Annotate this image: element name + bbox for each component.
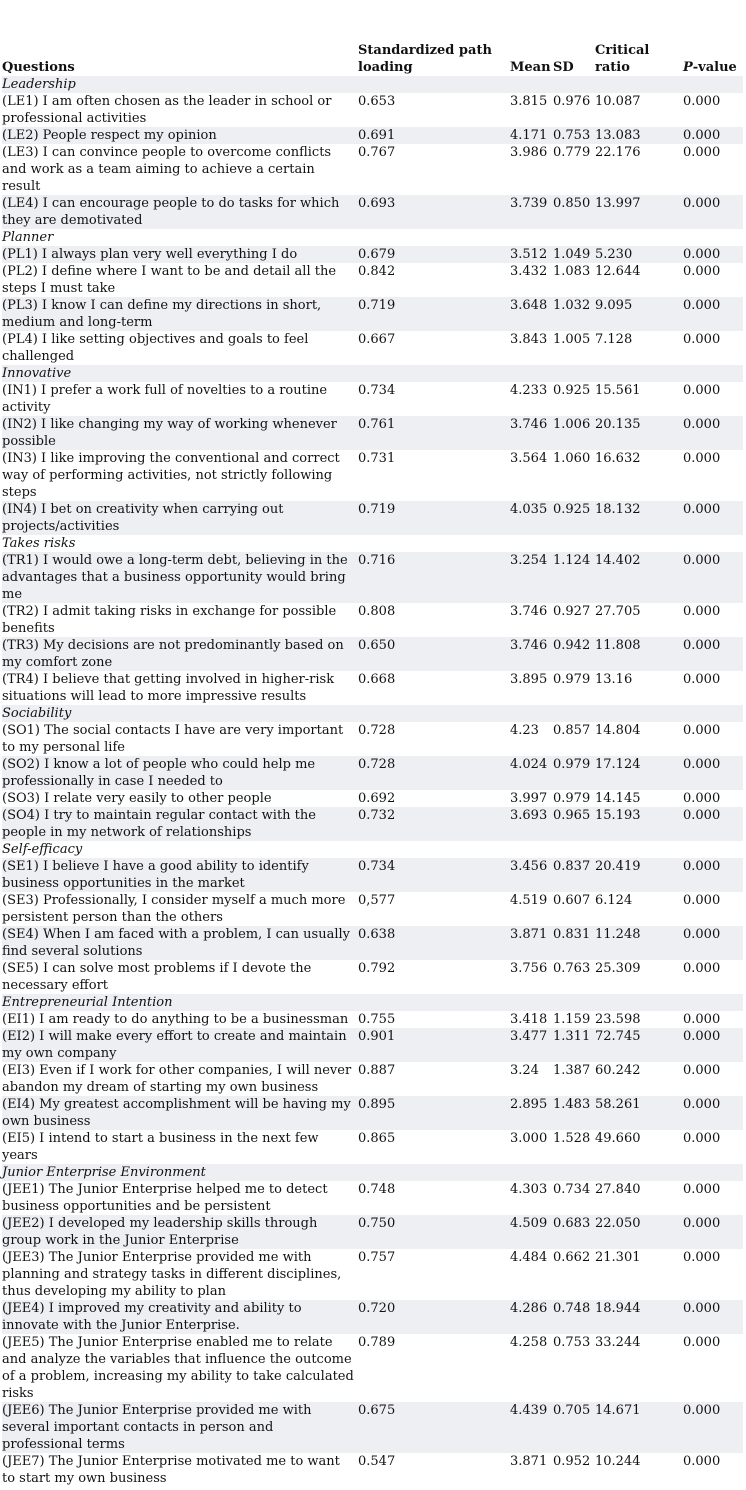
header-p-rest: -value	[692, 60, 737, 75]
loading-cell: 0.691	[358, 128, 396, 143]
mean-cell: 3.986	[510, 145, 548, 160]
question-cell: (JEE4) I improved my creativity and ability to innovate with the Junior Enterprise.	[2, 1301, 302, 1333]
critical-ratio-cell: 6.124	[595, 893, 633, 908]
sd-cell: 0.683	[553, 1216, 591, 1231]
question-cell: (EI2) I will make every effort to create and maintain my own company	[2, 1029, 347, 1061]
loading-cell: 0.716	[358, 553, 396, 568]
p-value-cell: 0.000	[683, 196, 721, 211]
question-cell: (JEE5) The Junior Enterprise enabled me to relate and analyze the variables that influence the outcome of a problem, increasing my ability to take calculated risks	[2, 1335, 354, 1401]
p-value-cell: 0.000	[683, 961, 721, 976]
question-cell: (EI1) I am ready to do anything to be a businessman	[2, 1012, 349, 1027]
table-row	[2, 382, 743, 416]
table-row	[2, 603, 743, 637]
table-row	[2, 127, 743, 144]
loading-cell: 0.732	[358, 808, 396, 823]
table-row	[2, 926, 743, 960]
loading-cell: 0.750	[358, 1216, 396, 1231]
critical-ratio-cell: 5.230	[595, 247, 633, 262]
header-loading: Standardized path loading	[358, 43, 492, 75]
loading-cell: 0.667	[358, 332, 396, 347]
mean-cell: 3.24	[510, 1063, 539, 1078]
question-cell: (IN1) I prefer a work full of novelties to a routine activity	[2, 383, 328, 415]
p-value-cell: 0.000	[683, 927, 721, 942]
section-title: Planner	[2, 230, 54, 245]
question-cell: (JEE6) The Junior Enterprise provided me with several important contacts in person and professional terms	[2, 1403, 312, 1452]
sd-cell: 1.387	[553, 1063, 591, 1078]
loading-cell: 0.638	[358, 927, 396, 942]
sd-cell: 0.837	[553, 859, 591, 874]
question-cell: (SE4) When I am faced with a problem, I can usually find several solutions	[2, 927, 350, 959]
critical-ratio-cell: 7.128	[595, 332, 633, 347]
p-value-cell: 0.000	[683, 1216, 721, 1231]
loading-cell: 0.719	[358, 502, 396, 517]
question-cell: (PL1) I always plan very well everything I do	[2, 247, 298, 262]
question-cell: (SE1) I believe I have a good ability to identify business opportunities in the market	[2, 859, 309, 891]
section-title: Junior Enterprise Environment	[2, 1165, 206, 1180]
critical-ratio-cell: 49.660	[595, 1131, 641, 1146]
p-value-cell: 0.000	[683, 1335, 721, 1350]
table-row	[2, 195, 743, 229]
critical-ratio-cell: 20.135	[595, 417, 641, 432]
mean-cell: 4.23	[510, 723, 539, 738]
question-cell: (TR4) I believe that getting involved in higher-risk situations will lead to more impressive results	[2, 672, 335, 704]
sd-cell: 0.753	[553, 128, 591, 143]
p-value-cell: 0.000	[683, 502, 721, 517]
critical-ratio-cell: 14.804	[595, 723, 641, 738]
critical-ratio-cell: 58.261	[595, 1097, 641, 1112]
mean-cell: 4.171	[510, 128, 548, 143]
sd-cell: 0.965	[553, 808, 591, 823]
critical-ratio-cell: 23.598	[595, 1012, 641, 1027]
mean-cell: 3.746	[510, 604, 548, 619]
mean-cell: 3.739	[510, 196, 548, 211]
question-cell: (JEE3) The Junior Enterprise provided me with planning and strategy tasks in different disciplines, thus developing my ability to plan	[2, 1250, 342, 1299]
critical-ratio-cell: 20.419	[595, 859, 641, 874]
mean-cell: 3.456	[510, 859, 548, 874]
question-cell: (EI4) My greatest accomplishment will be having my own business	[2, 1097, 351, 1129]
question-cell: (EI5) I intend to start a business in the next few years	[2, 1131, 319, 1163]
critical-ratio-cell: 9.095	[595, 298, 633, 313]
sd-cell: 1.311	[553, 1029, 591, 1044]
sd-cell: 1.032	[553, 298, 591, 313]
p-value-cell: 0.000	[683, 94, 721, 109]
mean-cell: 4.233	[510, 383, 548, 398]
sd-cell: 1.528	[553, 1131, 591, 1146]
critical-ratio-cell: 25.309	[595, 961, 641, 976]
section-row	[2, 705, 743, 722]
sd-cell: 0.831	[553, 927, 591, 942]
table-row	[2, 297, 743, 331]
mean-cell: 4.484	[510, 1250, 548, 1265]
critical-ratio-cell: 15.561	[595, 383, 641, 398]
p-value-cell: 0.000	[683, 638, 721, 653]
critical-ratio-cell: 13.16	[595, 672, 633, 687]
table-row	[2, 144, 743, 195]
loading-cell: 0.748	[358, 1182, 396, 1197]
p-value-cell: 0.000	[683, 1182, 721, 1197]
loading-cell: 0.808	[358, 604, 396, 619]
mean-cell: 2.895	[510, 1097, 548, 1112]
sd-cell: 0.952	[553, 1454, 591, 1469]
p-value-cell: 0.000	[683, 1403, 721, 1418]
sd-cell: 0.925	[553, 383, 591, 398]
mean-cell: 3.815	[510, 94, 548, 109]
mean-cell: 4.035	[510, 502, 548, 517]
table-row	[2, 93, 743, 127]
loading-cell: 0.650	[358, 638, 396, 653]
mean-cell: 3.746	[510, 417, 548, 432]
critical-ratio-cell: 60.242	[595, 1063, 641, 1078]
critical-ratio-cell: 14.671	[595, 1403, 641, 1418]
critical-ratio-cell: 10.244	[595, 1454, 641, 1469]
table-row	[2, 1215, 743, 1249]
loading-cell: 0.767	[358, 145, 396, 160]
loading-cell: 0.731	[358, 451, 396, 466]
question-cell: (TR2) I admit taking risks in exchange for possible benefits	[2, 604, 337, 636]
mean-cell: 4.258	[510, 1335, 548, 1350]
table-row	[2, 892, 743, 926]
table-row	[2, 1028, 743, 1062]
mean-cell: 3.648	[510, 298, 548, 313]
critical-ratio-cell: 17.124	[595, 757, 641, 772]
question-cell: (JEE1) The Junior Enterprise helped me to detect business opportunities and be persistent	[2, 1182, 328, 1214]
table-row	[2, 637, 743, 671]
p-value-cell: 0.000	[683, 1454, 721, 1469]
critical-ratio-cell: 18.132	[595, 502, 641, 517]
question-cell: (IN3) I like improving the conventional and correct way of performing activities, not strictly following steps	[2, 451, 340, 500]
sd-cell: 0.763	[553, 961, 591, 976]
critical-ratio-cell: 21.301	[595, 1250, 641, 1265]
question-cell: (SO2) I know a lot of people who could help me professionally in case I needed to	[2, 757, 316, 789]
question-cell: (EI3) Even if I work for other companies, I will never abandon my dream of starting my own business	[2, 1063, 352, 1095]
loading-cell: 0.755	[358, 1012, 396, 1027]
p-value-cell: 0.000	[683, 1012, 721, 1027]
header-mean: Mean	[510, 60, 551, 75]
header-sd: SD	[553, 60, 574, 75]
sd-cell: 0.850	[553, 196, 591, 211]
section-title: Self-efficacy	[2, 842, 83, 857]
sd-cell: 0.942	[553, 638, 591, 653]
p-value-cell: 0.000	[683, 808, 721, 823]
section-title: Leadership	[2, 77, 76, 92]
mean-cell: 3.000	[510, 1131, 548, 1146]
table-row	[2, 246, 743, 263]
critical-ratio-cell: 12.644	[595, 264, 641, 279]
table-row	[2, 1300, 743, 1334]
loading-cell: 0.887	[358, 1063, 396, 1078]
loading-cell: 0.728	[358, 757, 396, 772]
p-value-cell: 0.000	[683, 451, 721, 466]
loading-cell: 0.901	[358, 1029, 396, 1044]
sd-cell: 0.979	[553, 672, 591, 687]
loading-cell: 0.693	[358, 196, 396, 211]
loading-cell: 0.692	[358, 791, 396, 806]
loading-cell: 0.719	[358, 298, 396, 313]
question-cell: (LE1) I am often chosen as the leader in school or professional activities	[2, 94, 332, 126]
critical-ratio-cell: 18.944	[595, 1301, 641, 1316]
p-value-cell: 0.000	[683, 1097, 721, 1112]
question-cell: (PL4) I like setting objectives and goals to feel challenged	[2, 332, 309, 364]
question-cell: (TR3) My decisions are not predominantly based on my comfort zone	[2, 638, 344, 670]
table-row	[2, 722, 743, 756]
table-row	[2, 450, 743, 501]
mean-cell: 3.477	[510, 1029, 548, 1044]
sd-cell: 0.753	[553, 1335, 591, 1350]
section-title: Entrepreneurial Intention	[2, 995, 173, 1010]
table-row	[2, 1453, 743, 1487]
critical-ratio-cell: 11.248	[595, 927, 641, 942]
table-row	[2, 756, 743, 790]
table-row	[2, 790, 743, 807]
table-row	[2, 807, 743, 841]
loading-cell: 0.668	[358, 672, 396, 687]
section-title: Sociability	[2, 706, 72, 721]
section-row	[2, 76, 743, 93]
sd-cell: 0.748	[553, 1301, 591, 1316]
table-row	[2, 1249, 743, 1300]
sd-cell: 0.976	[553, 94, 591, 109]
section-row	[2, 841, 743, 858]
question-cell: (PL2) I define where I want to be and detail all the steps I must take	[2, 264, 337, 296]
p-value-cell: 0.000	[683, 1029, 721, 1044]
sd-cell: 1.060	[553, 451, 591, 466]
mean-cell: 4.024	[510, 757, 548, 772]
p-value-cell: 0.000	[683, 757, 721, 772]
critical-ratio-cell: 33.244	[595, 1335, 641, 1350]
loading-cell: 0.547	[358, 1454, 396, 1469]
mean-cell: 3.693	[510, 808, 548, 823]
header-questions: Questions	[2, 60, 75, 75]
question-cell: (SO1) The social contacts I have are very important to my personal life	[2, 723, 344, 755]
question-cell: (LE3) I can convince people to overcome conflicts and work as a team aiming to achieve a certain result	[2, 145, 332, 194]
p-value-cell: 0.000	[683, 893, 721, 908]
question-cell: (SE3) Professionally, I consider myself a much more persistent person than the others	[2, 893, 346, 925]
mean-cell: 3.756	[510, 961, 548, 976]
section-row	[2, 365, 743, 382]
mean-cell: 3.746	[510, 638, 548, 653]
section-row	[2, 1164, 743, 1181]
questionnaire-table	[2, 42, 743, 1487]
p-value-cell: 0.000	[683, 128, 721, 143]
loading-cell: 0.653	[358, 94, 396, 109]
critical-ratio-cell: 15.193	[595, 808, 641, 823]
p-value-cell: 0.000	[683, 604, 721, 619]
loading-cell: 0.792	[358, 961, 396, 976]
table-row	[2, 1096, 743, 1130]
mean-cell: 4.286	[510, 1301, 548, 1316]
loading-cell: 0.761	[358, 417, 396, 432]
question-cell: (SE5) I can solve most problems if I devote the necessary effort	[2, 961, 312, 993]
sd-cell: 0.857	[553, 723, 591, 738]
sd-cell: 1.159	[553, 1012, 591, 1027]
table-row	[2, 1062, 743, 1096]
p-value-cell: 0.000	[683, 264, 721, 279]
section-row	[2, 229, 743, 246]
question-cell: (JEE7) The Junior Enterprise motivated me to want to start my own business	[2, 1454, 340, 1486]
loading-cell: 0.757	[358, 1250, 396, 1265]
critical-ratio-cell: 72.745	[595, 1029, 641, 1044]
p-value-cell: 0.000	[683, 1250, 721, 1265]
table-row	[2, 1181, 743, 1215]
p-value-cell: 0.000	[683, 247, 721, 262]
sd-cell: 1.005	[553, 332, 591, 347]
mean-cell: 4.439	[510, 1403, 548, 1418]
header-row	[2, 42, 743, 76]
p-value-cell: 0.000	[683, 383, 721, 398]
critical-ratio-cell: 22.050	[595, 1216, 641, 1231]
table-body	[2, 76, 743, 1487]
mean-cell: 3.843	[510, 332, 548, 347]
p-value-cell: 0.000	[683, 417, 721, 432]
loading-cell: 0.734	[358, 859, 396, 874]
sd-cell: 0.734	[553, 1182, 591, 1197]
question-cell: (PL3) I know I can define my directions in short, medium and long-term	[2, 298, 322, 330]
p-value-cell: 0.000	[683, 332, 721, 347]
table-row	[2, 416, 743, 450]
critical-ratio-cell: 13.083	[595, 128, 641, 143]
critical-ratio-cell: 16.632	[595, 451, 641, 466]
p-value-cell: 0.000	[683, 298, 721, 313]
table-row	[2, 1402, 743, 1453]
critical-ratio-cell: 13.997	[595, 196, 641, 211]
header-p-value	[683, 42, 743, 76]
mean-cell: 3.997	[510, 791, 548, 806]
sd-cell: 0.705	[553, 1403, 591, 1418]
sd-cell: 0.607	[553, 893, 591, 908]
sd-cell: 0.925	[553, 502, 591, 517]
sd-cell: 1.483	[553, 1097, 591, 1112]
section-title: Takes risks	[2, 536, 76, 551]
table-row	[2, 552, 743, 603]
question-cell: (JEE2) I developed my leadership skills through group work in the Junior Enterprise	[2, 1216, 318, 1248]
loading-cell: 0.865	[358, 1131, 396, 1146]
mean-cell: 3.432	[510, 264, 548, 279]
header-critical-ratio: Critical ratio	[595, 43, 650, 75]
sd-cell: 1.083	[553, 264, 591, 279]
p-value-cell: 0.000	[683, 1301, 721, 1316]
question-cell: (LE4) I can encourage people to do tasks for which they are demotivated	[2, 196, 340, 228]
p-value-cell: 0.000	[683, 553, 721, 568]
critical-ratio-cell: 27.705	[595, 604, 641, 619]
critical-ratio-cell: 11.808	[595, 638, 641, 653]
loading-cell: 0,577	[358, 893, 396, 908]
table-row	[2, 263, 743, 297]
question-cell: (IN4) I bet on creativity when carrying out projects/activities	[2, 502, 284, 534]
section-title: Innovative	[2, 366, 72, 381]
mean-cell: 3.564	[510, 451, 548, 466]
question-cell: (SO3) I relate very easily to other people	[2, 791, 272, 806]
loading-cell: 0.679	[358, 247, 396, 262]
mean-cell: 3.512	[510, 247, 548, 262]
table-row	[2, 858, 743, 892]
question-cell: (TR1) I would owe a long-term debt, believing in the advantages that a business opportunity would bring me	[2, 553, 348, 602]
p-value-cell: 0.000	[683, 672, 721, 687]
loading-cell: 0.734	[358, 383, 396, 398]
sd-cell: 1.049	[553, 247, 591, 262]
sd-cell: 1.006	[553, 417, 591, 432]
loading-cell: 0.842	[358, 264, 396, 279]
p-value-cell: 0.000	[683, 859, 721, 874]
sd-cell: 0.979	[553, 791, 591, 806]
header-p-italic: P	[683, 60, 693, 75]
loading-cell: 0.789	[358, 1335, 396, 1350]
critical-ratio-cell: 14.402	[595, 553, 641, 568]
table-row	[2, 960, 743, 994]
table-row	[2, 1334, 743, 1402]
mean-cell: 4.519	[510, 893, 548, 908]
sd-cell: 0.779	[553, 145, 591, 160]
critical-ratio-cell: 14.145	[595, 791, 641, 806]
loading-cell: 0.675	[358, 1403, 396, 1418]
table-row	[2, 1011, 743, 1028]
loading-cell: 0.728	[358, 723, 396, 738]
sd-cell: 0.662	[553, 1250, 591, 1265]
p-value-cell: 0.000	[683, 723, 721, 738]
p-value-cell: 0.000	[683, 791, 721, 806]
question-cell: (SO4) I try to maintain regular contact with the people in my network of relationships	[2, 808, 316, 840]
critical-ratio-cell: 10.087	[595, 94, 641, 109]
mean-cell: 4.303	[510, 1182, 548, 1197]
section-row	[2, 994, 743, 1011]
sd-cell: 0.979	[553, 757, 591, 772]
table-row	[2, 671, 743, 705]
loading-cell: 0.720	[358, 1301, 396, 1316]
mean-cell: 3.254	[510, 553, 548, 568]
critical-ratio-cell: 27.840	[595, 1182, 641, 1197]
mean-cell: 3.871	[510, 1454, 548, 1469]
question-cell: (LE2) People respect my opinion	[2, 128, 217, 143]
p-value-cell: 0.000	[683, 145, 721, 160]
loading-cell: 0.895	[358, 1097, 396, 1112]
sd-cell: 1.124	[553, 553, 591, 568]
table-row	[2, 501, 743, 535]
section-row	[2, 535, 743, 552]
table-row	[2, 331, 743, 365]
mean-cell: 4.509	[510, 1216, 548, 1231]
question-cell: (IN2) I like changing my way of working whenever possible	[2, 417, 337, 449]
p-value-cell: 0.000	[683, 1131, 721, 1146]
mean-cell: 3.895	[510, 672, 548, 687]
critical-ratio-cell: 22.176	[595, 145, 641, 160]
sd-cell: 0.927	[553, 604, 591, 619]
mean-cell: 3.418	[510, 1012, 548, 1027]
table-row	[2, 1130, 743, 1164]
p-value-cell: 0.000	[683, 1063, 721, 1078]
mean-cell: 3.871	[510, 927, 548, 942]
